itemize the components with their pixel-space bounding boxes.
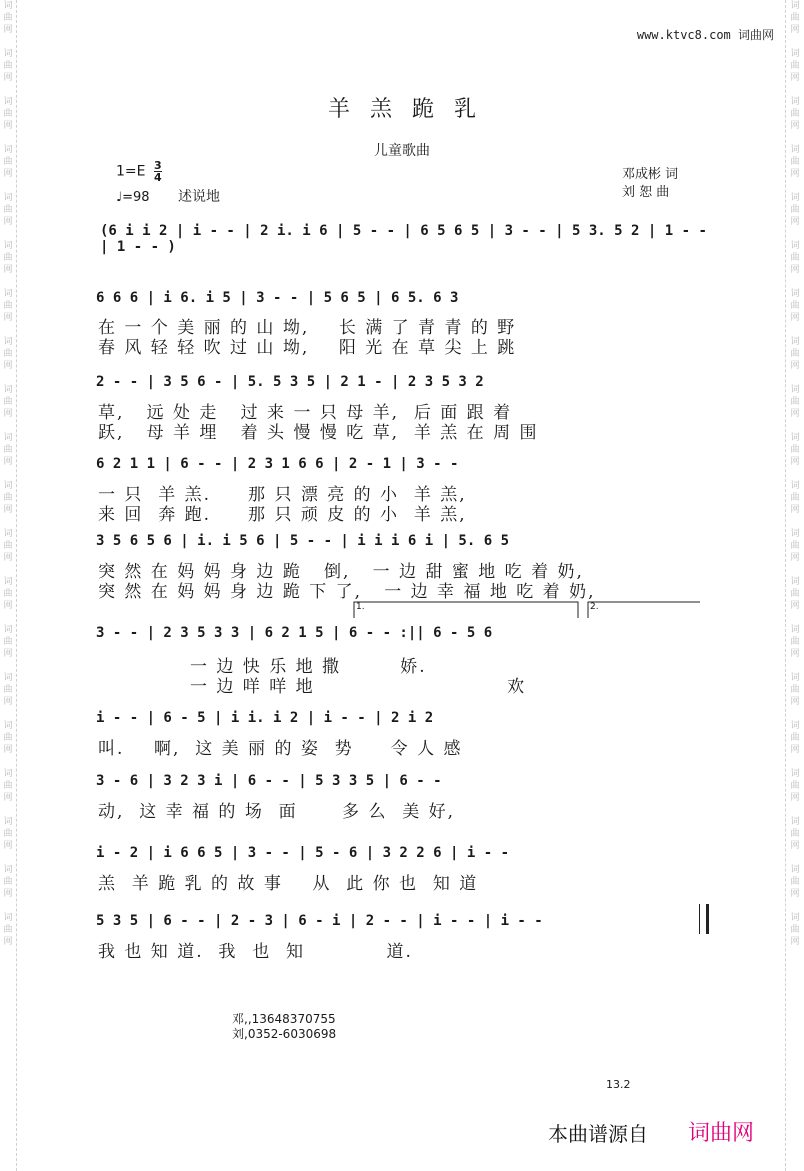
line5-lyric-verse1: 一 边 快 乐 地 撒 娇.: [190, 657, 427, 677]
line2-notes: 2 - - | 3 5 6 - | 5. 5 3 5 | 2 1 - | 2 3 5 3 2: [96, 374, 484, 390]
line8-notes: i - 2 | i 6 6 5 | 3 - - | 5 - 6 | 3 2 2 6 | i - -: [96, 845, 510, 861]
line1-notes: 6 6 6 | i 6. i 5 | 3 - - | 5 6 5 | 6 5. 6 3: [96, 290, 459, 306]
page-number: 13.2: [606, 1078, 631, 1091]
right-side-watermark: 词曲网 词曲网 词曲网 词曲网 词曲网 词曲网 词曲网 词曲网 词曲网 词曲网 词曲网 词曲网 词曲网 词曲网 词曲网 词曲网 词曲网 词曲网 词曲网 词曲网: [790, 1, 800, 947]
meter-bottom: 4: [153, 171, 162, 184]
meter-top: 3: [153, 159, 162, 172]
line6-lyric: 叫. 啊, 这 美 丽 的 姿 势 令 人 感: [98, 739, 463, 759]
line7-lyric: 动, 这 幸 福 的 场 面 多 么 美 好,: [98, 802, 456, 822]
line1-lyric-verse1: 在 一 个 美 丽 的 山 坳, 长 满 了 青 青 的 野: [98, 318, 517, 338]
song-subtitle: 儿童歌曲: [374, 143, 430, 159]
line6-notes: i - - | 6 - 5 | i i. i 2 | i - - | 2 i 2: [96, 710, 434, 726]
line3-lyric-verse2: 来 回 奔 跑. 那 只 顽 皮 的 小 羊 羔,: [98, 505, 467, 525]
line3-notes: 6 2 1 1 | 6 - - | 2 3 1 6 6 | 2 - 1 | 3 - -: [96, 456, 459, 472]
line2-lyric-verse1: 草, 远 处 走 过 来 一 只 母 羊, 后 面 跟 着: [98, 403, 513, 423]
song-title: 羊羔跪乳: [327, 97, 496, 122]
line4-lyric-verse1: 突 然 在 妈 妈 身 边 跪 倒, 一 边 甜 蜜 地 吃 着 奶,: [98, 562, 584, 582]
line5-lyric-verse2: 一 边 咩 咩 地 欢: [190, 677, 527, 697]
contact-liu: 刘,0352-6030698: [232, 1027, 337, 1041]
volta-1-label: 1.: [356, 602, 365, 612]
line7-notes: 3 - 6 | 3 2 3 i | 6 - - | 5 3 3 5 | 6 - -: [96, 773, 442, 789]
volta-2-label: 2.: [590, 602, 599, 612]
watermark-text: 词曲网: [3, 1, 13, 35]
key-label: 1=E: [116, 163, 146, 180]
right-dashed-divider: [785, 0, 786, 1171]
line3-lyric-verse1: 一 只 羊 羔. 那 只 漂 亮 的 小 羊 羔,: [98, 485, 467, 505]
line5-notes: 3 - - | 2 3 5 3 3 | 6 2 1 5 | 6 - - :|| 6 - 5 6: [96, 625, 493, 641]
tempo-marking: ♩=98: [116, 190, 150, 205]
key-signature: [116, 160, 162, 183]
line1-lyric-verse2: 春 风 轻 轻 吹 过 山 坳, 阳 光 在 草 尖 上 跳: [98, 338, 517, 358]
expression-marking: 述说地: [178, 189, 220, 205]
footer-brand-link[interactable]: 词曲网: [688, 1121, 755, 1146]
left-side-watermark: 词曲网 词曲网 词曲网 词曲网 词曲网 词曲网 词曲网 词曲网 词曲网 词曲网 词曲网 词曲网 词曲网 词曲网 词曲网 词曲网 词曲网 词曲网 词曲网 词曲网: [3, 1, 13, 947]
line8-lyric: 羔 羊 跪 乳 的 故 事 从 此 你 也 知 道: [98, 874, 479, 894]
lyricist-credit: 邓成彬 词: [622, 167, 679, 182]
left-dashed-divider: [16, 0, 17, 1171]
contact-deng: 邓,,13648370755: [232, 1012, 336, 1026]
line9-notes: 5 3 5 | 6 - - | 2 - 3 | 6 - i | 2 - - | i - - | i - -: [96, 913, 543, 929]
site-url[interactable]: www.ktvc8.com 词曲网: [636, 28, 774, 42]
final-barline: [699, 904, 709, 934]
time-signature: [154, 160, 162, 183]
composer-credit: 刘 恕 曲: [622, 185, 670, 200]
line4-notes: 3 5 6 5 6 | i. i 5 6 | 5 - - | i i i 6 i | 5. 6 5: [96, 533, 510, 549]
line9-lyric: 我 也 知 道. 我 也 知 道.: [98, 942, 413, 962]
footer-source-text: 本曲谱源自: [548, 1122, 648, 1146]
volta-brackets: [350, 600, 704, 620]
intro-notes: (6 i i 2 | i - - | 2 i. i 6 | 5 - - | 6 5 6 5 | 3 - - | 5 3. 5 2 | 1 - - | 1 - - ): [100, 223, 707, 255]
line4-lyric-verse2: 突 然 在 妈 妈 身 边 跪 下 了, 一 边 幸 福 地 吃 着 奶,: [98, 582, 596, 602]
line2-lyric-verse2: 跃, 母 羊 埋 着 头 慢 慢 吃 草, 羊 羔 在 周 围: [98, 423, 539, 443]
